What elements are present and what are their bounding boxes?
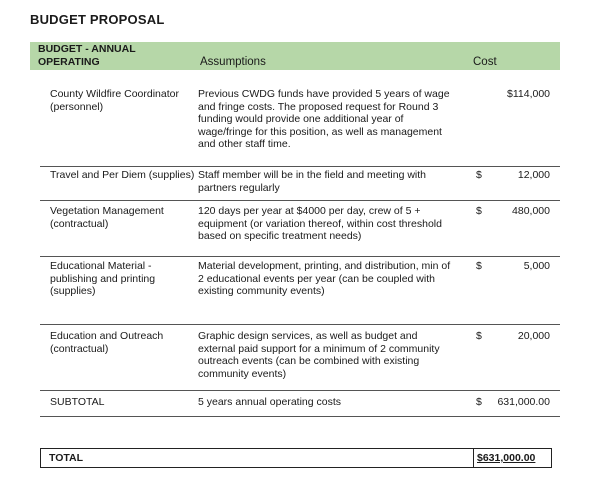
total-row	[40, 448, 552, 468]
row-item: County Wildfire Coordinator (personnel)	[50, 88, 179, 113]
row-divider	[40, 166, 560, 167]
document-title: BUDGET PROPOSAL	[30, 12, 165, 27]
row-item: Educational Material - publishing and printing (supplies)	[50, 260, 156, 297]
row-divider	[40, 200, 560, 201]
row-divider	[40, 416, 560, 417]
row-cost: 20,000	[517, 330, 550, 342]
row-currency: $	[476, 260, 482, 272]
subtotal-currency: $	[476, 396, 482, 408]
row-item: Vegetation Management (contractual)	[50, 205, 164, 230]
table-header	[30, 42, 560, 70]
row-divider	[40, 324, 560, 325]
row-divider	[40, 390, 560, 391]
cost-header: Cost	[473, 56, 497, 68]
row-divider	[40, 256, 560, 257]
row-currency: $	[476, 205, 482, 217]
subtotal-assumption: 5 years annual operating costs	[198, 396, 342, 408]
subtotal-label: SUBTOTAL	[50, 396, 105, 408]
row-cost: 5,000	[523, 260, 550, 272]
section-label-line1: BUDGET - ANNUAL	[38, 43, 136, 55]
row-currency: $	[476, 169, 482, 181]
row-item: Travel and Per Diem (supplies)	[50, 169, 195, 181]
row-cost: $114,000	[506, 88, 550, 100]
row-assumption: Graphic design services, as well as budget and external paid support for a minimum of 2 community outreach events (can be combined with existing community events)	[198, 330, 440, 380]
row-cost: 12,000	[517, 169, 550, 181]
total-divider	[473, 449, 474, 467]
row-cost: 480,000	[512, 205, 550, 217]
row-assumption: Previous CWDG funds have provided 5 years of wage and fringe costs. The proposed request for Round 3 funding would provide one additional year of wage/fringe for this position, as well as management and other staff time.	[198, 88, 450, 150]
row-item: Education and Outreach (contractual)	[50, 330, 164, 355]
section-label	[38, 43, 168, 69]
assumptions-header: Assumptions	[200, 56, 266, 68]
total-value: $631,000.00	[477, 452, 536, 464]
row-assumption: Material development, printing, and distribution, min of 2 educational events per year (can be coupled with existing community events)	[198, 260, 451, 297]
subtotal-cost: 631,000.00	[497, 396, 550, 408]
total-label: TOTAL	[49, 452, 84, 464]
row-currency: $	[476, 330, 482, 342]
row-assumption: 120 days per year at $4000 per day, crew of 5 + equipment (or variation thereof, within cost threshold based on specific treatment needs)	[198, 205, 442, 242]
section-label-line2: OPERATING	[38, 56, 100, 68]
row-assumption: Staff member will be in the field and meeting with partners regularly	[198, 169, 427, 194]
